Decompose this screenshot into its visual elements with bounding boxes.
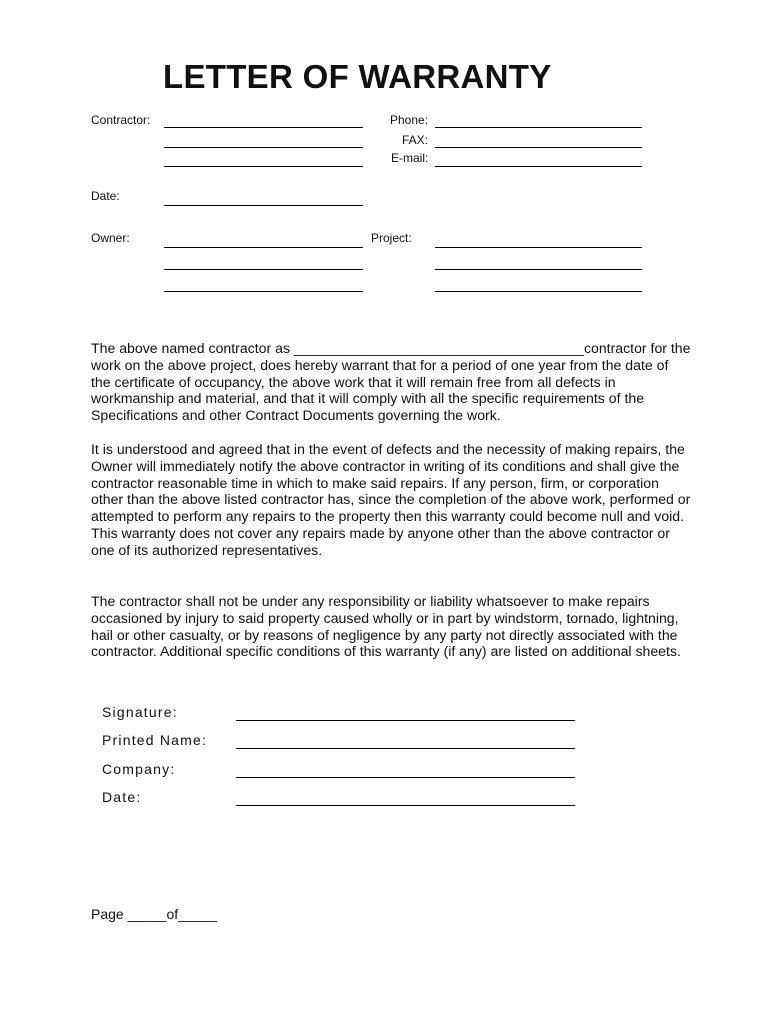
page-number: Page _____of_____ xyxy=(91,906,218,922)
paragraph-2 xyxy=(91,441,691,559)
owner-field-2[interactable] xyxy=(164,269,363,270)
contractor-role-blank[interactable]: _____________________________________ xyxy=(293,340,584,356)
project-field-3[interactable] xyxy=(435,291,642,292)
owner-field-3[interactable] xyxy=(164,291,363,292)
date-field[interactable] xyxy=(164,205,363,206)
fax-field[interactable] xyxy=(435,147,642,148)
paragraph-3-text: The contractor shall not be under any responsibility or liability whatsoever to make repairs occasioned by injury to said property caused wholly or in part by windstorm, tornado, lightning, hail or other casualty, or by reasons of negligence by any party not directly associated with the contractor. Additional specific conditions of this warranty (if any) are listed on additional sheets. xyxy=(91,593,681,660)
signature-date-label: Date: xyxy=(102,789,142,805)
signature-date-field[interactable] xyxy=(236,805,575,806)
paragraph-2-text: It is understood and agreed that in the event of defects and the necessity of making repairs, the Owner will immediately notify the above contractor in writing of its conditions and shall give the contractor reasonable time in which to make said repairs. If any person, firm, or corporation other than the above listed contractor has, since the completion of the above work, performed or attempted to perform any repairs to the property then this warranty could become null and void. This warranty does not cover any repairs made by anyone other than the above contractor or one of its authorized representatives. xyxy=(91,441,691,558)
company-label: Company: xyxy=(102,761,176,777)
contractor-label: Contractor: xyxy=(91,113,151,127)
paragraph-3 xyxy=(91,593,691,660)
project-label: Project: xyxy=(371,231,412,245)
signature-field[interactable] xyxy=(236,720,575,721)
email-label: E-mail: xyxy=(391,151,429,165)
date-label: Date: xyxy=(91,189,120,203)
printed-name-field[interactable] xyxy=(236,748,575,749)
phone-field[interactable] xyxy=(435,127,642,128)
printed-name-label: Printed Name: xyxy=(102,732,208,748)
signature-label: Signature: xyxy=(102,704,178,720)
paragraph-1-start: The above named contractor as xyxy=(91,340,294,356)
paragraph-1 xyxy=(91,340,691,424)
contractor-field-2[interactable] xyxy=(164,147,363,148)
company-field[interactable] xyxy=(236,777,575,778)
fax-label: FAX: xyxy=(402,133,429,147)
email-field[interactable] xyxy=(435,166,642,167)
contractor-field-1[interactable] xyxy=(164,127,363,128)
project-field-2[interactable] xyxy=(435,269,642,270)
owner-label: Owner: xyxy=(91,231,130,245)
project-field-1[interactable] xyxy=(435,247,642,248)
phone-label: Phone: xyxy=(390,113,429,127)
owner-field-1[interactable] xyxy=(164,247,363,248)
paragraph-1-rest: contractor for the work on the above project, does hereby warrant that for a period of one year from the date of the certificate of occupancy, the above work that it will remain free from all defects in workmanship and material, and that it will comply with all the specific requirements of the Specifications and other Contract Documents governing the work. xyxy=(91,340,691,424)
document-title: LETTER OF WARRANTY xyxy=(163,58,552,95)
contractor-field-3[interactable] xyxy=(164,166,363,167)
